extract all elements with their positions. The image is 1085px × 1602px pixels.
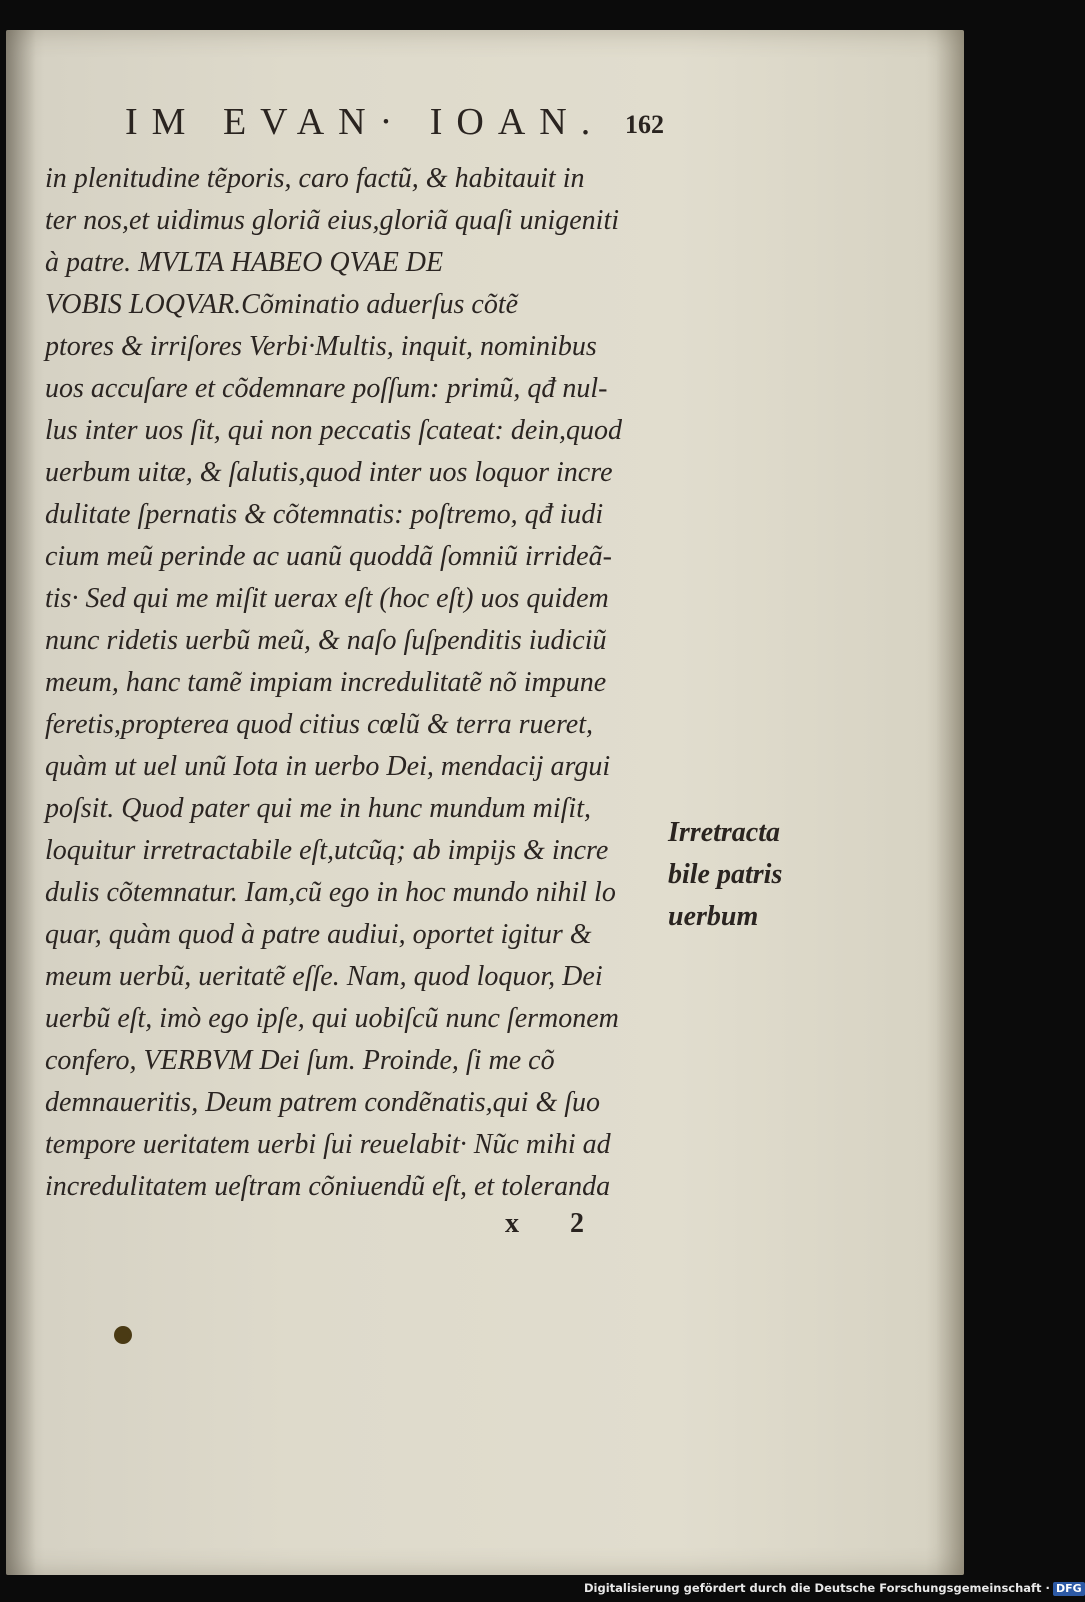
text-line: quàm ut uel unũ Iota in uerbo Dei, mendacij argui (45, 751, 611, 782)
text-line: demnaueritis, Deum patrem condẽnatis,qui & ſuo (45, 1087, 601, 1118)
dfg-logo: DFG (1053, 1582, 1085, 1596)
text-line: tis· Sed qui me miſit uerax eſt (hoc eſt) uos quidem (45, 583, 609, 614)
text-line: incredulitatem ueſtram cõniuendũ eſt, et toleranda (45, 1171, 611, 1202)
text-line: ter nos,et uidimus gloriã eius,gloriã quaſi unigeniti (45, 205, 619, 236)
text-line: tempore ueritatem uerbi ſui reuelabit· Nũc mihi ad (45, 1129, 611, 1160)
text-line: meum uerbũ, ueritatẽ eſſe. Nam, quod loquor, Dei (45, 961, 603, 992)
text-line: uerbum uitæ, & ſalutis,quod inter uos loquor incre (45, 457, 613, 488)
text-line: ptores & irriſores Verbi·Multis, inquit, nominibus (45, 331, 597, 362)
text-line: feretis,propterea quod citius cœlũ & terra rueret, (45, 709, 594, 740)
signature-mark: x 2 (505, 1208, 606, 1239)
text-line: cium meũ perinde ac uanũ quoddã ſomniũ irrideã- (45, 541, 612, 572)
credit-text: Digitalisierung gefördert durch die Deutsche Forschungsgemeinschaft · (584, 1581, 1050, 1595)
text-line: VOBIS LOQVAR.Cõminatio aduerſus cõtẽ (45, 289, 519, 320)
text-line: in plenitudine tẽporis, caro factũ, & habitauit in (45, 163, 585, 194)
digitization-credit (584, 1581, 1082, 1599)
text-line: nunc ridetis uerbũ meũ, & naſo ſuſpenditis iudiciũ (45, 625, 607, 656)
page-gutter-shadow (6, 30, 36, 1575)
text-line: uos accuſare et cõdemnare poſſum: primũ, qđ nul- (45, 373, 608, 404)
marginal-note-line: Irretracta (668, 817, 780, 848)
running-head: IM EVAN· IOAN. (125, 101, 605, 143)
text-line: poſsit. Quod pater qui me in hunc mundum miſit, (45, 793, 591, 824)
marginal-note (668, 812, 808, 938)
text-line: à patre. MVLTA HABEO QVAE DE (45, 247, 444, 278)
text-line: confero, VERBVM Dei ſum. Proinde, ſi me cõ (45, 1045, 555, 1076)
text-line: uerbũ eſt, imò ego ipſe, qui uobiſcũ nunc ſermonem (45, 1003, 619, 1034)
text-line: loquitur irretractabile eſt,utcũq; ab impijs & incre (45, 835, 609, 866)
text-line: quar, quàm quod à patre audiui, oportet igitur & (45, 919, 592, 950)
marginal-note-line: bile patris (668, 859, 783, 890)
marginal-note-line: uerbum (668, 901, 759, 932)
folio-number: 162 (625, 110, 664, 139)
page-edge-shadow (936, 30, 964, 1575)
ink-stain (114, 1326, 132, 1344)
text-line: dulitate ſpernatis & cõtemnatis: poſtremo, qđ iudi (45, 499, 604, 530)
text-line: meum, hanc tamẽ impiam incredulitatẽ nõ impune (45, 667, 607, 698)
text-line: dulis cõtemnatur. Iam,cũ ego in hoc mundo nihil lo (45, 877, 616, 908)
body-text (45, 158, 680, 1208)
text-line: lus inter uos ſit, qui non peccatis ſcateat: dein,quod (45, 415, 623, 446)
